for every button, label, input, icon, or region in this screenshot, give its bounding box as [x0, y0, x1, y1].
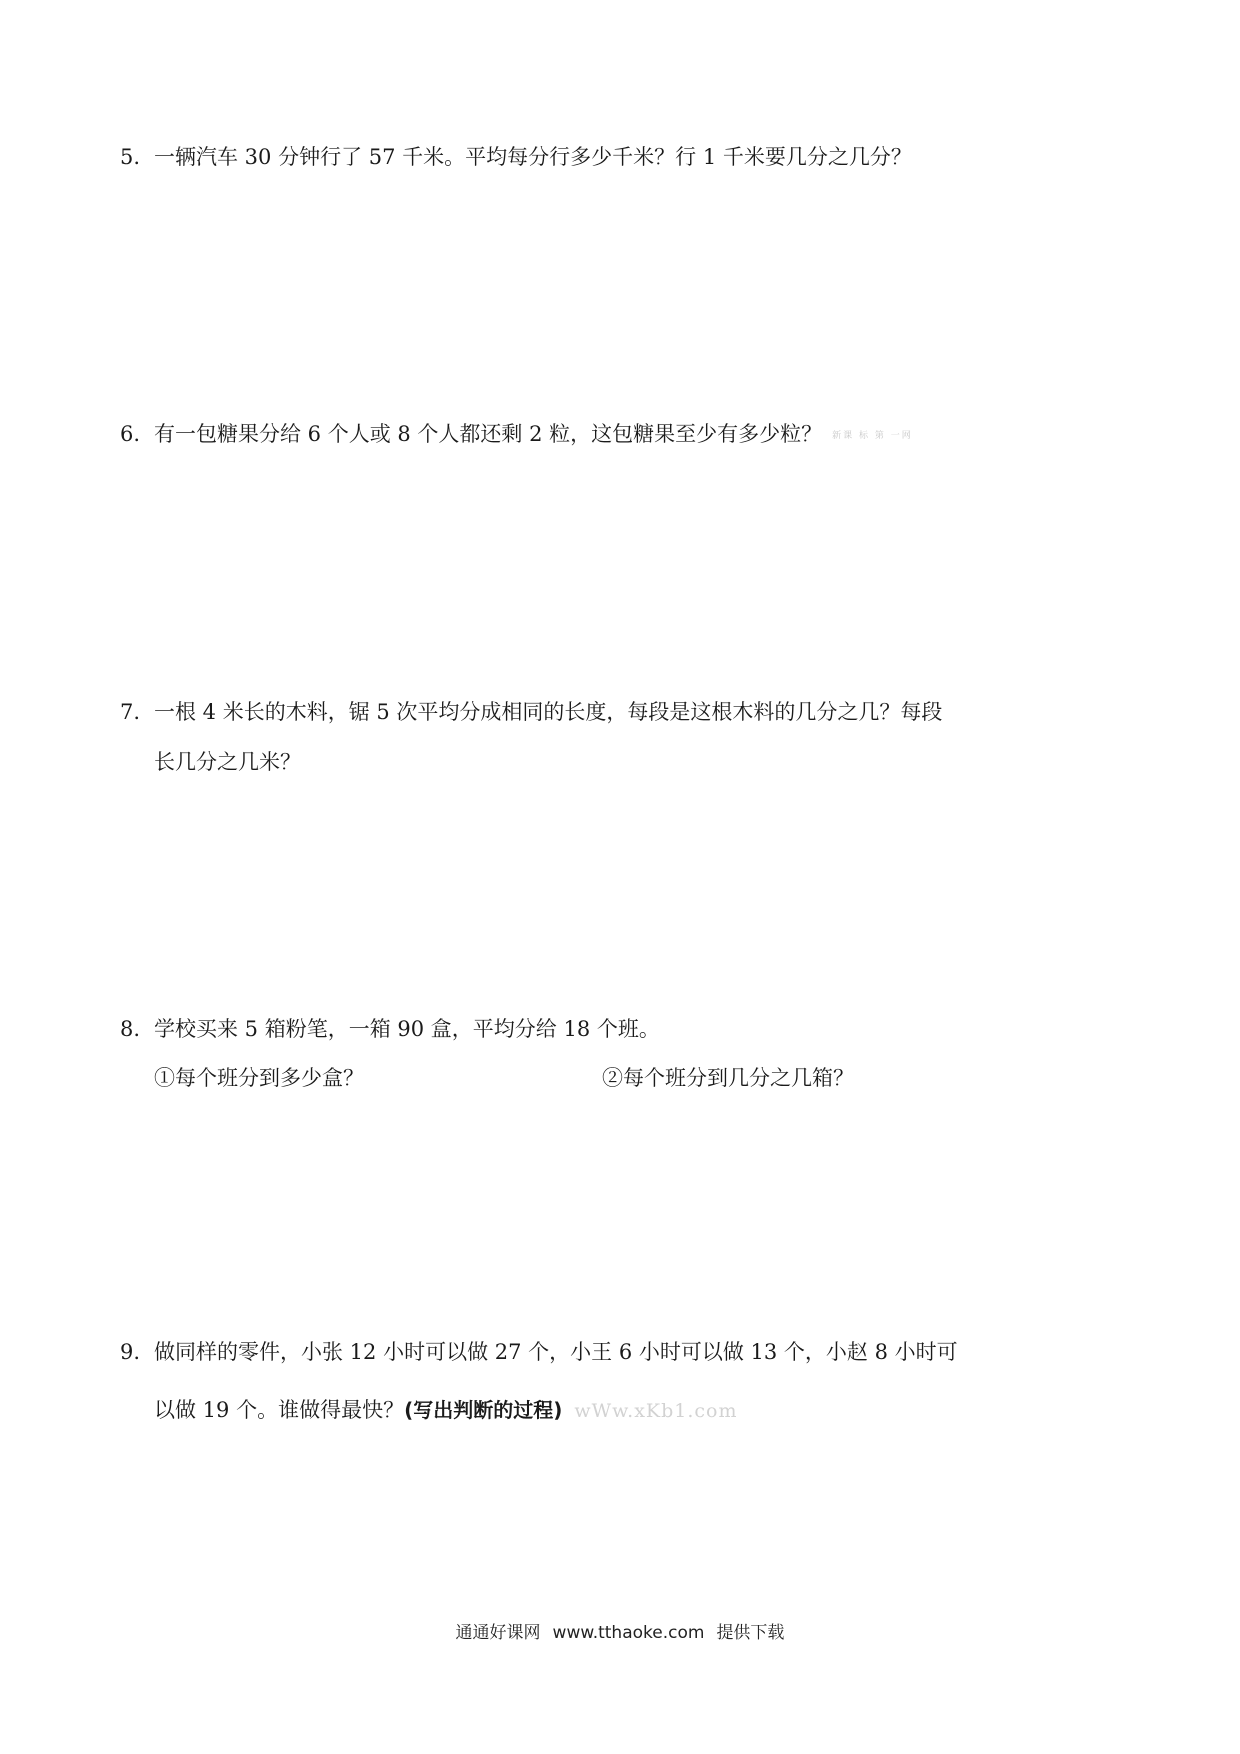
question-9	[120, 1337, 1060, 1422]
question-8-subquestion-2: ②每个班分到几分之几箱？	[602, 1066, 854, 1090]
watermark-text: 新课 标 第 一网	[832, 430, 913, 441]
footer-site-name: 通通好课网	[455, 1623, 541, 1643]
question-text-line-2-wrapper	[154, 1395, 738, 1426]
footer-url: www.tthaoke.com	[552, 1623, 705, 1643]
instruction-note: (写出判断的过程)	[404, 1398, 563, 1422]
question-8	[120, 1014, 1060, 1044]
question-text: 学校买来 5 箱粉笔，一箱 90 盒，平均分给 18 个班。	[154, 1017, 660, 1041]
question-number: 9.	[120, 1340, 141, 1364]
question-text: 一辆汽车 30 分钟行了 57 千米。平均每分行多少千米？行 1 千米要几分之几分？	[154, 145, 912, 169]
question-number: 8.	[120, 1017, 141, 1041]
question-text-line-2: 长几分之几米？	[154, 750, 301, 774]
question-8-subquestion-1: ①每个班分到多少盒？	[154, 1066, 364, 1090]
question-text: 有一包糖果分给 6 个人或 8 个人都还剩 2 粒，这包糖果至少有多少粒？	[154, 422, 823, 446]
question-number: 6.	[120, 422, 141, 446]
question-6	[120, 419, 1060, 451]
footer-suffix: 提供下载	[716, 1623, 785, 1643]
question-text-line-1: 做同样的零件，小张 12 小时可以做 27 个，小王 6 小时可以做 13 个，小赵 8 小时可	[154, 1340, 958, 1364]
question-5	[120, 142, 1060, 172]
question-number: 7.	[120, 700, 141, 724]
question-number: 5.	[120, 145, 141, 169]
watermark-url: wWw.xKb1.com	[574, 1400, 738, 1422]
question-7	[120, 697, 1060, 774]
page-footer	[0, 1618, 1240, 1643]
question-text-line-1: 一根 4 米长的木料，锯 5 次平均分成相同的长度，每段是这根木料的几分之几？每段	[154, 700, 943, 724]
question-text-line-2: 以做 19 个。谁做得最快？	[154, 1398, 405, 1422]
